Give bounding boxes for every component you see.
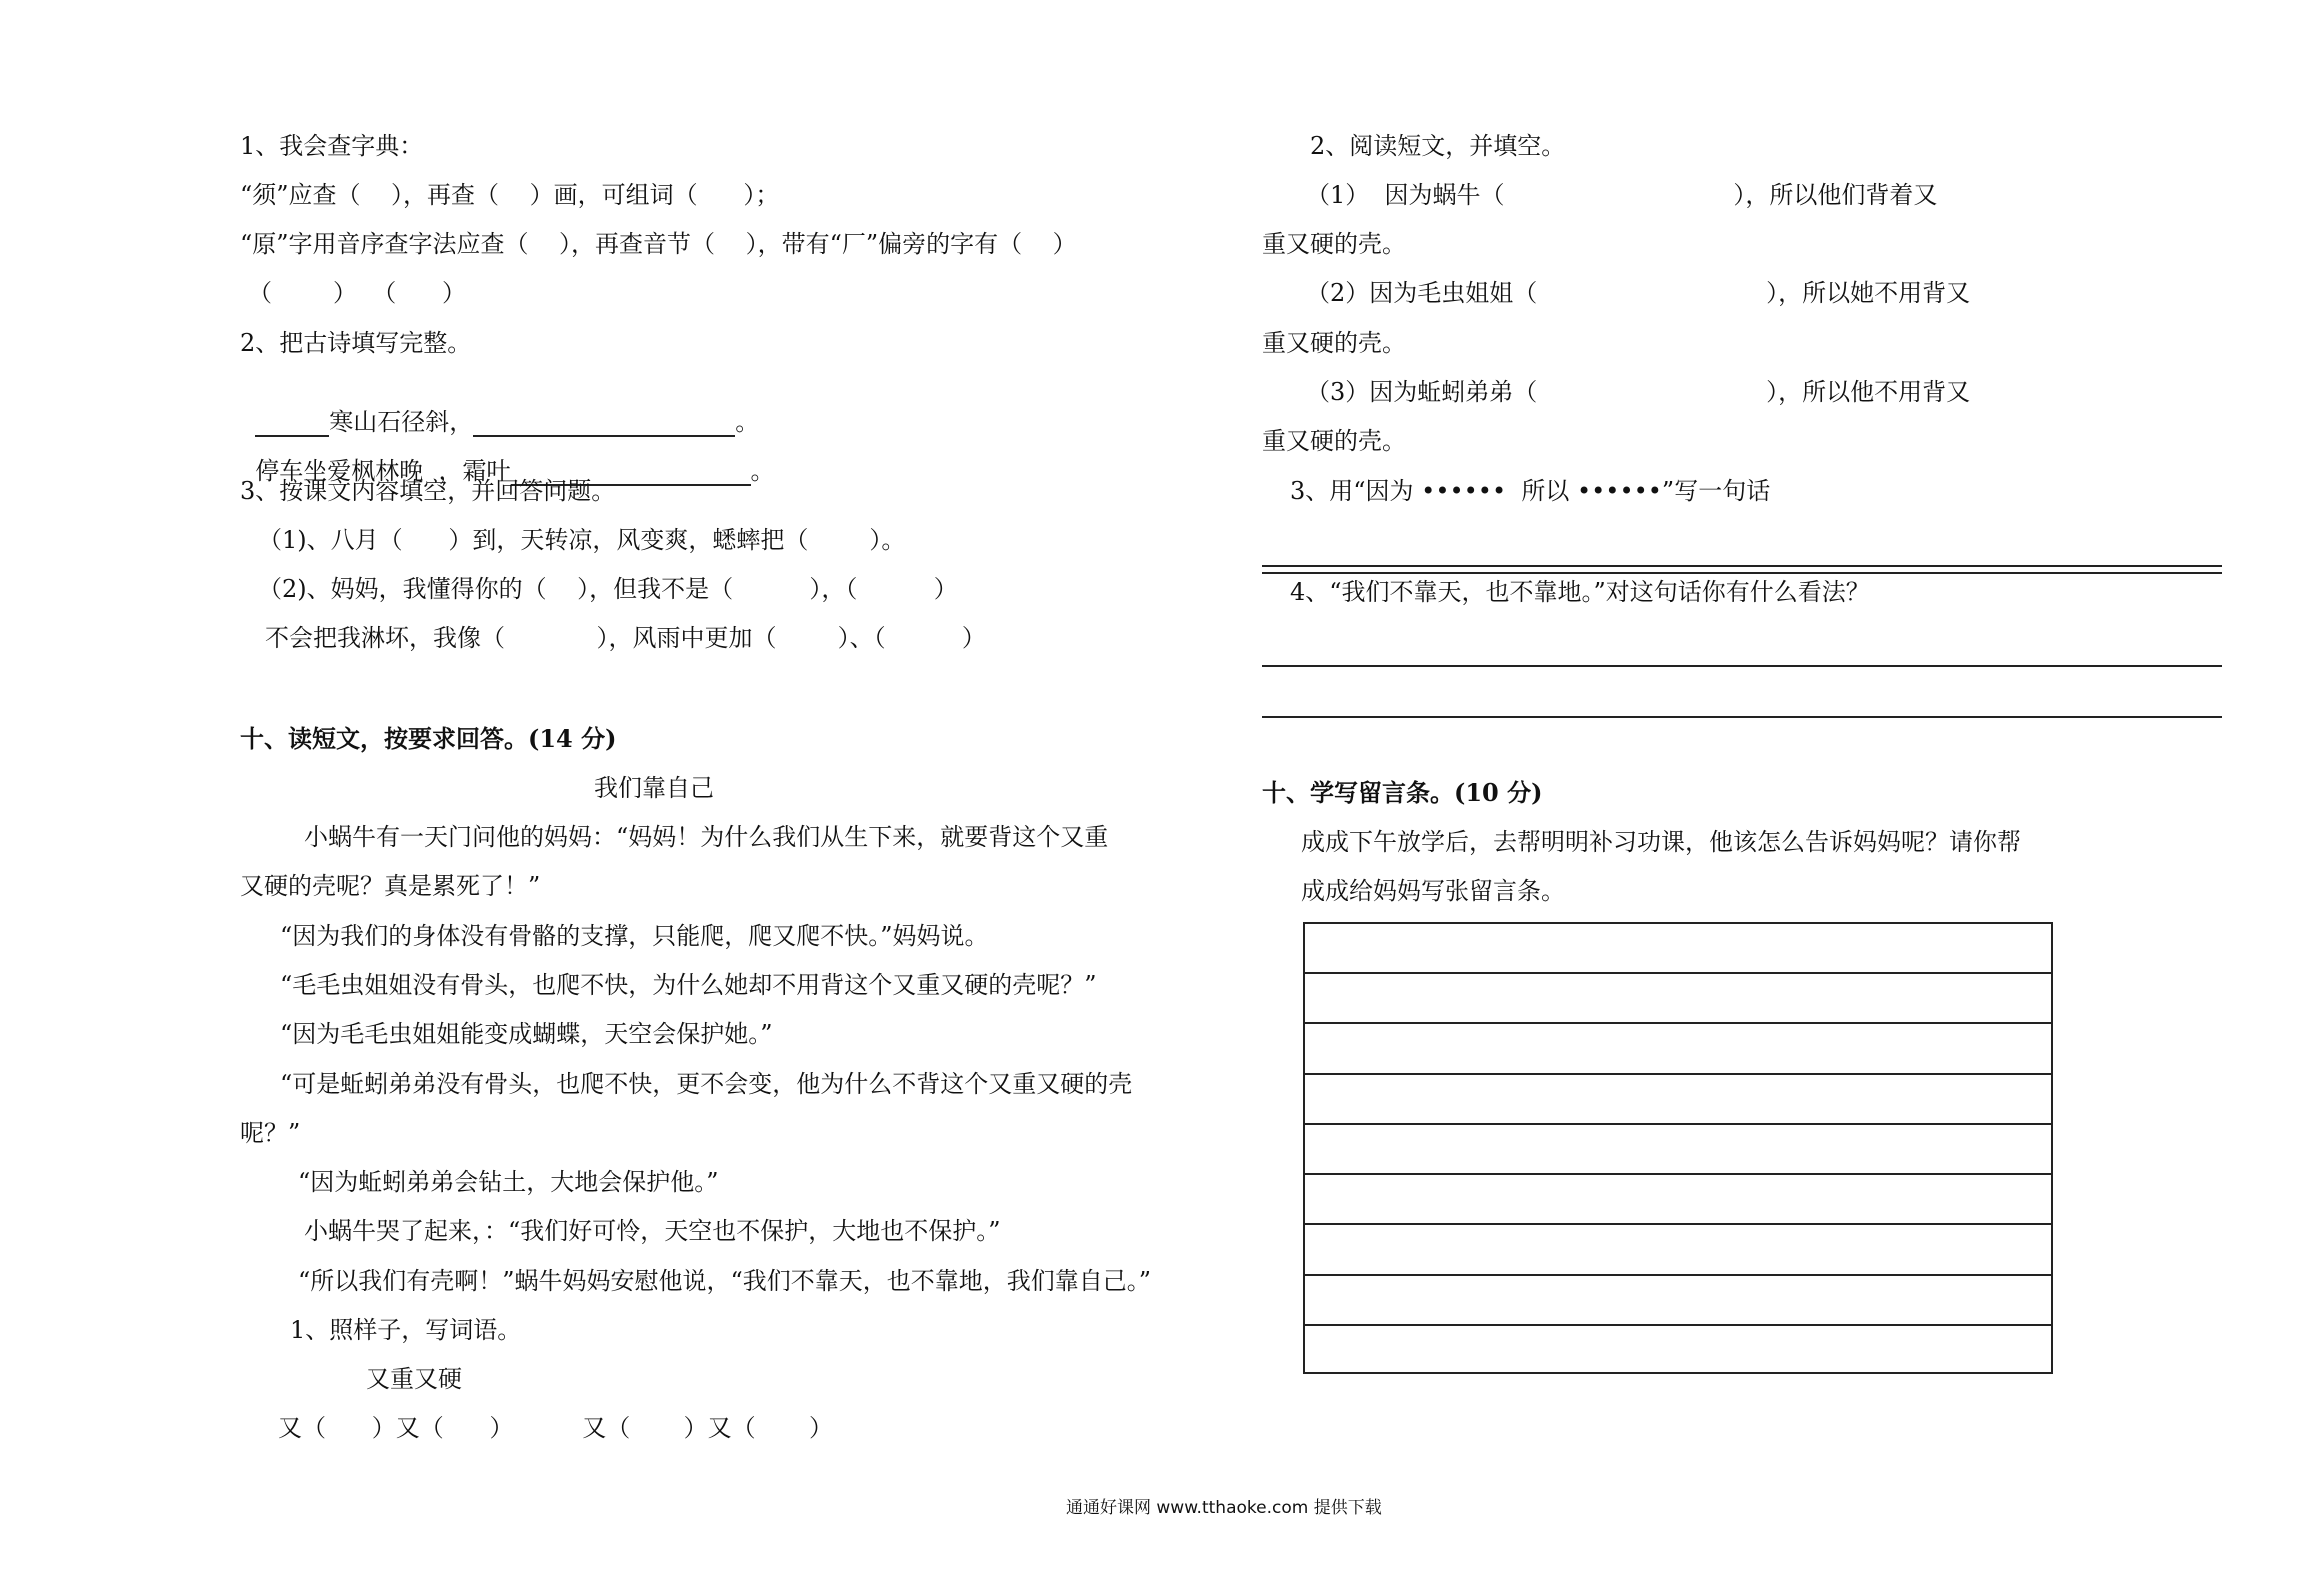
right-q2-item-3: （3）因为蚯蚓弟弟（ ），所以他不用背又 bbox=[1306, 378, 1971, 406]
note-writing-box[interactable] bbox=[1303, 922, 2053, 1374]
answer-line[interactable] bbox=[1262, 665, 2222, 667]
note-prompt-1: 成成下午放学后，去帮明明补习功课，他该怎么告诉妈妈呢？请你帮 bbox=[1301, 828, 2021, 856]
q1-title: 1、我会查字典： bbox=[240, 132, 424, 160]
right-q2-item-1: （1） 因为蜗牛（ ），所以他们背着又 bbox=[1306, 181, 1938, 209]
writing-row[interactable] bbox=[1305, 974, 2051, 1024]
writing-row[interactable] bbox=[1305, 1125, 2051, 1175]
writing-row[interactable] bbox=[1305, 1225, 2051, 1275]
right-q2-title: 2、阅读短文，并填空。 bbox=[1310, 132, 1566, 160]
story-paragraph: 呢？” bbox=[240, 1119, 301, 1147]
story-title: 我们靠自己 bbox=[594, 774, 714, 802]
story-paragraph: “毛毛虫姐姐没有骨头，也爬不快，为什么她却不用背这个又重又硬的壳呢？” bbox=[280, 971, 1097, 999]
story-paragraph: 小蜗牛有一天门问他的妈妈：“妈妈！为什么我们从生下来，就要背这个又重 bbox=[304, 823, 1109, 851]
poem-text: 。 bbox=[750, 457, 775, 485]
poem-text: 寒山石径斜， bbox=[329, 408, 474, 436]
poem-text: 。 bbox=[735, 408, 760, 436]
writing-row[interactable] bbox=[1305, 924, 2051, 974]
section-reading-title: 十、读短文，按要求回答。(14 分) bbox=[240, 724, 617, 753]
q3-line-2: （2)、妈妈，我懂得你的（ ），但我不是（ ），（ ） bbox=[258, 575, 958, 603]
poem-text: 停车坐爱枫林晚 ，霜叶 bbox=[255, 457, 511, 485]
subquestion-1: 1、照样子，写词语。 bbox=[290, 1316, 522, 1344]
right-q4: 4、“我们不靠天，也不靠地。”对这句话你有什么看法？ bbox=[1290, 578, 1870, 606]
q3-line-3: 不会把我淋坏，我像（ ），风雨中更加（ ）、（ ） bbox=[265, 624, 986, 652]
story-paragraph: “可是蚯蚓弟弟没有骨头，也爬不快，更不会变，他为什么不背这个又重又硬的壳 bbox=[280, 1070, 1133, 1098]
q1-line-1: “须”应查（ ），再查（ ）画，可组词（ ）； bbox=[240, 181, 780, 209]
answer-line[interactable] bbox=[1262, 572, 2222, 574]
story-paragraph: 又硬的壳呢？真是累死了！” bbox=[240, 872, 541, 900]
q2-title: 2、把古诗填写完整。 bbox=[240, 329, 472, 357]
answer-line[interactable] bbox=[1262, 716, 2222, 718]
writing-row[interactable] bbox=[1305, 1024, 2051, 1074]
section-note-title: 十、学写留言条。(10 分) bbox=[1262, 778, 1543, 807]
writing-row[interactable] bbox=[1305, 1175, 2051, 1225]
right-q2-item-1-cont: 重又硬的壳。 bbox=[1262, 230, 1406, 258]
answer-line[interactable] bbox=[1262, 565, 2222, 567]
story-paragraph: “因为我们的身体没有骨骼的支撑，只能爬，爬又爬不快。”妈妈说。 bbox=[280, 922, 989, 950]
right-q3: 3、用“因为 •••••• 所以 ••••••”写一句话 bbox=[1290, 477, 1771, 505]
writing-row[interactable] bbox=[1305, 1326, 2051, 1376]
q3-line-1: （1)、八月（ ）到，天转凉，风变爽，蟋蟀把（ ）。 bbox=[258, 526, 906, 554]
example-word: 又重又硬 bbox=[366, 1365, 462, 1393]
q3-title: 3、按课文内容填空，并回答问题。 bbox=[240, 477, 616, 505]
q1-line-2: “原”字用音序查字法应查（ ），再查音节（ ），带有“厂”偏旁的字有（ ） bbox=[240, 230, 1077, 258]
word-blanks: 又（ ）又（ ） 又（ ）又（ ） bbox=[278, 1414, 834, 1442]
writing-row[interactable] bbox=[1305, 1276, 2051, 1326]
page-footer: 通通好课网 www.tthaoke.com 提供下载 bbox=[1066, 1498, 1382, 1518]
story-paragraph: “所以我们有壳啊！”蜗牛妈妈安慰他说，“我们不靠天，也不靠地，我们靠自己。” bbox=[298, 1267, 1152, 1295]
right-q2-item-3-cont: 重又硬的壳。 bbox=[1262, 427, 1406, 455]
right-q2-item-2-cont: 重又硬的壳。 bbox=[1262, 329, 1406, 357]
q1-line-3: （ ） （ ） bbox=[248, 279, 467, 307]
story-paragraph: 小蜗牛哭了起来，：“我们好可怜，天空也不保护，大地也不保护。” bbox=[304, 1217, 1001, 1245]
right-q2-item-2: （2）因为毛虫姐姐（ ），所以她不用背又 bbox=[1306, 279, 1971, 307]
story-paragraph: “因为毛毛虫姐姐能变成蝴蝶，天空会保护她。” bbox=[280, 1020, 773, 1048]
story-paragraph: “因为蚯蚓弟弟会钻土，大地会保护他。” bbox=[298, 1168, 719, 1196]
note-prompt-2: 成成给妈妈写张留言条。 bbox=[1301, 877, 1565, 905]
writing-row[interactable] bbox=[1305, 1075, 2051, 1125]
